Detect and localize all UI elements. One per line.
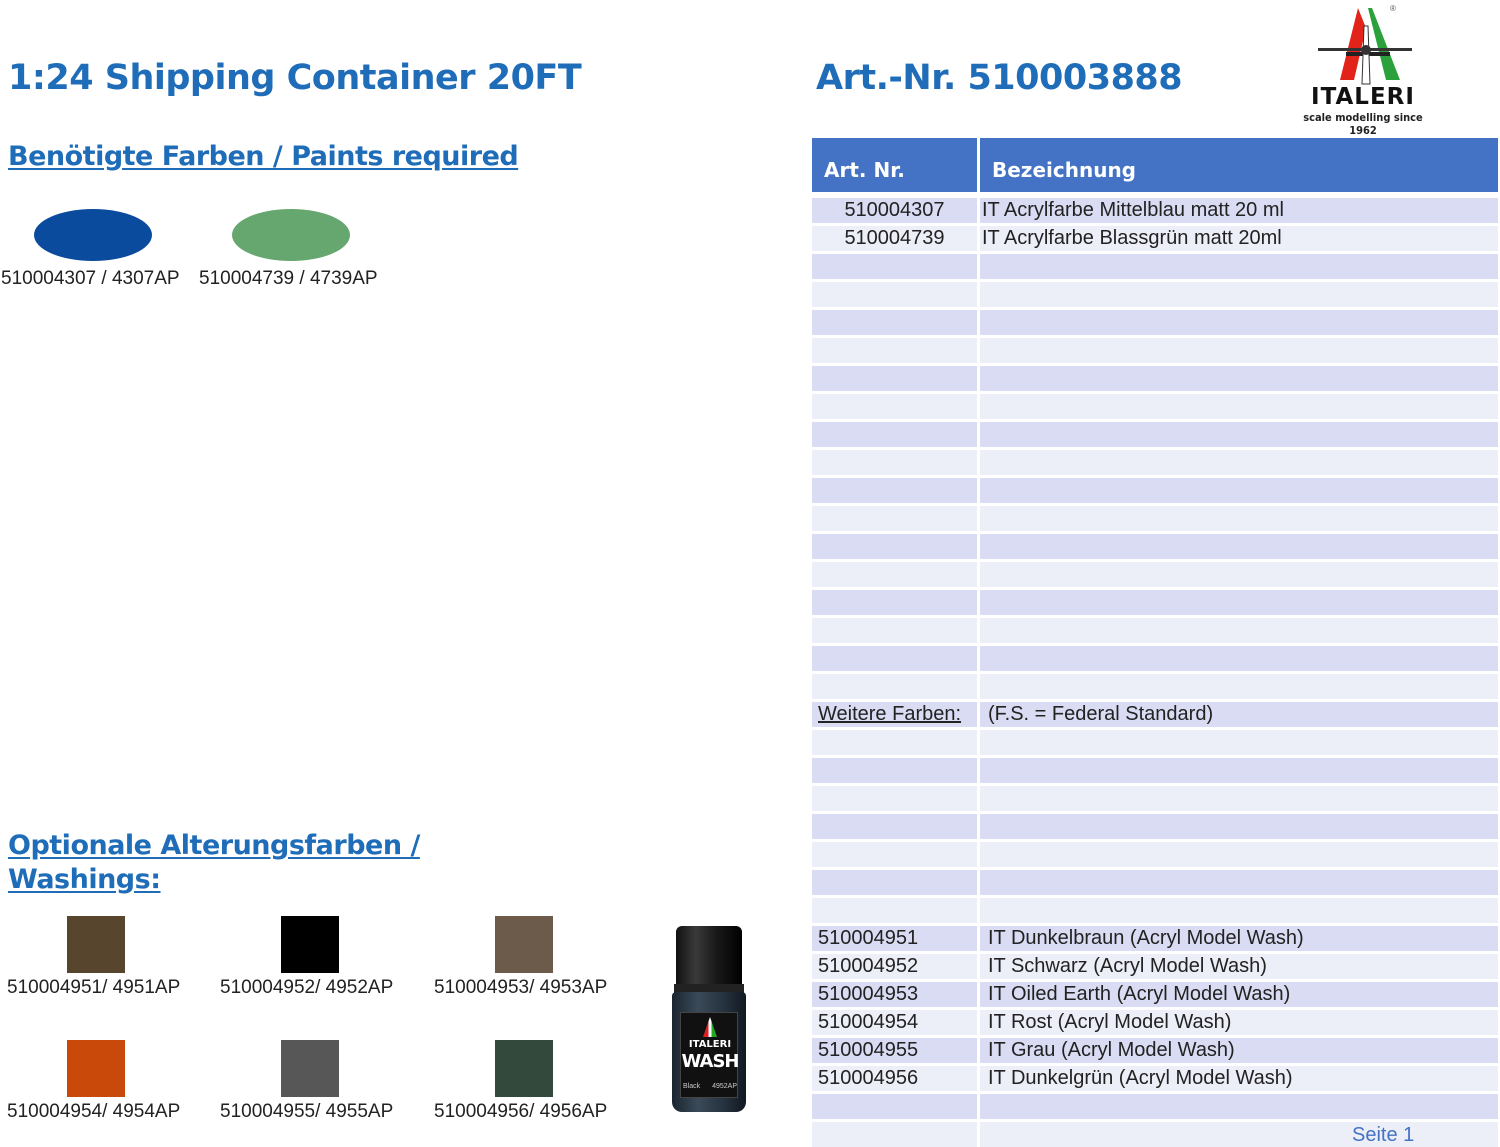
- cell-art-nr: [812, 562, 977, 587]
- washings-heading-line2: Washings:: [8, 864, 161, 895]
- cell-bezeichnung: [980, 674, 1498, 699]
- cell-bezeichnung: [980, 366, 1498, 391]
- cell-art-nr: 510004953: [812, 982, 977, 1007]
- cell-bezeichnung: IT Acrylfarbe Blassgrün matt 20ml: [980, 226, 1498, 251]
- paint-swatch-blassgruen: [232, 209, 350, 261]
- table-row: [812, 534, 1498, 559]
- bottle-body: [672, 992, 746, 1112]
- cell-art-nr: 510004954: [812, 1010, 977, 1035]
- table-row: [812, 1066, 1498, 1091]
- cell-bezeichnung: [980, 254, 1498, 279]
- paints-heading: Benötigte Farben / Paints required: [8, 141, 519, 172]
- cell-bezeichnung: [980, 562, 1498, 587]
- italeri-logo: [1288, 4, 1438, 137]
- table-row: [812, 982, 1498, 1007]
- cell-art-nr: [812, 646, 977, 671]
- table-row: [812, 646, 1498, 671]
- table-row: [812, 674, 1498, 699]
- col-header-bezeichnung: Bezeichnung: [980, 138, 1498, 192]
- table-row: [812, 422, 1498, 447]
- wash-label-4951: 510004951/ 4951AP: [7, 977, 181, 998]
- italeri-emblem-icon: [1288, 4, 1438, 88]
- bottle-label: [680, 1012, 738, 1098]
- paint-label-2: 510004739 / 4739AP: [199, 268, 378, 289]
- table-row: [812, 226, 1498, 251]
- table-row: [812, 338, 1498, 363]
- logo-brand-text: ITALERI: [1311, 84, 1415, 110]
- logo-tagline: scale modelling since 1962: [1303, 111, 1423, 137]
- cell-art-nr: 510004951: [812, 926, 977, 951]
- table-row: [812, 1038, 1498, 1063]
- col-header-art-nr: Art. Nr.: [812, 138, 977, 192]
- cell-bezeichnung: [980, 422, 1498, 447]
- table-row: [812, 506, 1498, 531]
- bottle-cap: [676, 926, 742, 988]
- table-row: [812, 282, 1498, 307]
- cell-art-nr: [812, 618, 977, 643]
- cell-art-nr: [812, 366, 977, 391]
- table-row: [812, 618, 1498, 643]
- table-row: [812, 590, 1498, 615]
- cell-bezeichnung: [980, 590, 1498, 615]
- table-row: [812, 254, 1498, 279]
- article-number: Art.-Nr. 510003888: [816, 58, 1183, 98]
- cell-bezeichnung: [980, 394, 1498, 419]
- cell-art-nr: 510004952: [812, 954, 977, 979]
- table-row: [812, 954, 1498, 979]
- cell-art-nr: [812, 870, 977, 895]
- wash-swatch-rost: [67, 1040, 125, 1097]
- paint-swatch-mittelblau: [34, 209, 152, 261]
- cell-art-nr: [812, 450, 977, 475]
- cell-bezeichnung: IT Oiled Earth (Acryl Model Wash): [980, 982, 1498, 1007]
- registered-mark: ®: [1390, 4, 1396, 13]
- table-row: [812, 1094, 1498, 1119]
- wash-label-4955: 510004955/ 4955AP: [220, 1101, 394, 1122]
- table-row: [812, 562, 1498, 587]
- cell-bezeichnung: IT Dunkelgrün (Acryl Model Wash): [980, 1066, 1498, 1091]
- cell-art-nr: [812, 254, 977, 279]
- cell-bezeichnung: IT Dunkelbraun (Acryl Model Wash): [980, 926, 1498, 951]
- cell-art-nr: [812, 282, 977, 307]
- cell-bezeichnung: [980, 338, 1498, 363]
- cell-art-nr: 510004739: [812, 226, 977, 251]
- cell-art-nr: [812, 478, 977, 503]
- cell-art-nr: [812, 394, 977, 419]
- cell-art-nr: [812, 422, 977, 447]
- cell-bezeichnung: (F.S. = Federal Standard): [980, 702, 1498, 727]
- table-row: [812, 366, 1498, 391]
- bottle-code: 4952AP: [712, 1083, 737, 1090]
- cell-art-nr: [812, 674, 977, 699]
- table-row: [812, 478, 1498, 503]
- cell-art-nr: [812, 814, 977, 839]
- table-row: [812, 394, 1498, 419]
- cell-art-nr: [812, 842, 977, 867]
- cell-art-nr: [812, 310, 977, 335]
- cell-bezeichnung: IT Schwarz (Acryl Model Wash): [980, 954, 1498, 979]
- wash-swatch-grau: [281, 1040, 339, 1097]
- cell-bezeichnung: [980, 1094, 1498, 1119]
- washings-heading: [8, 829, 428, 897]
- cell-art-nr: 510004307: [812, 198, 977, 223]
- cell-bezeichnung: [980, 786, 1498, 811]
- wash-label-4954: 510004954/ 4954AP: [7, 1101, 181, 1122]
- table-row: [812, 1010, 1498, 1035]
- table-row: [812, 730, 1498, 755]
- washings-heading-line1: Optionale Alterungsfarben /: [8, 830, 420, 861]
- table-row: [812, 870, 1498, 895]
- cell-art-nr: [812, 338, 977, 363]
- cell-art-nr: [812, 786, 977, 811]
- cell-bezeichnung: [980, 450, 1498, 475]
- paint-label-1: 510004307 / 4307AP: [1, 268, 180, 289]
- cell-art-nr: Weitere Farben:: [812, 702, 977, 727]
- table-row: [812, 702, 1498, 727]
- cell-bezeichnung: [980, 618, 1498, 643]
- cell-bezeichnung: [980, 842, 1498, 867]
- table-row: [812, 450, 1498, 475]
- table-row: [812, 786, 1498, 811]
- cell-art-nr: 510004955: [812, 1038, 977, 1063]
- wash-bottle-image: [672, 926, 746, 1112]
- cell-art-nr: [812, 898, 977, 923]
- bottle-color-name: Black: [683, 1083, 701, 1090]
- cell-art-nr: [812, 534, 977, 559]
- cell-bezeichnung: [980, 1122, 1498, 1147]
- cell-art-nr: [812, 590, 977, 615]
- table-row: [812, 898, 1498, 923]
- wash-swatch-dunkelgruen: [495, 1040, 553, 1097]
- cell-art-nr: [812, 506, 977, 531]
- table-row: [812, 926, 1498, 951]
- cell-art-nr: [812, 1122, 977, 1147]
- table-row: [812, 310, 1498, 335]
- table-row: [812, 842, 1498, 867]
- cell-bezeichnung: IT Rost (Acryl Model Wash): [980, 1010, 1498, 1035]
- cell-bezeichnung: [980, 282, 1498, 307]
- table-row: [812, 814, 1498, 839]
- cell-bezeichnung: [980, 898, 1498, 923]
- cell-art-nr: [812, 758, 977, 783]
- cell-bezeichnung: IT Acrylfarbe Mittelblau matt 20 ml: [980, 198, 1498, 223]
- cell-bezeichnung: IT Grau (Acryl Model Wash): [980, 1038, 1498, 1063]
- cell-art-nr: [812, 1094, 977, 1119]
- page-number: Seite 1: [1352, 1124, 1415, 1146]
- table-row: [812, 198, 1498, 223]
- cell-bezeichnung: [980, 730, 1498, 755]
- cell-art-nr: [812, 730, 977, 755]
- wash-label-4953: 510004953/ 4953AP: [434, 977, 608, 998]
- cell-bezeichnung: [980, 478, 1498, 503]
- bottle-brand: ITALERI: [688, 1039, 732, 1050]
- table-row: [812, 758, 1498, 783]
- cell-bezeichnung: [980, 310, 1498, 335]
- cell-bezeichnung: [980, 646, 1498, 671]
- cell-bezeichnung: [980, 758, 1498, 783]
- wash-label-4956: 510004956/ 4956AP: [434, 1101, 608, 1122]
- wash-swatch-schwarz: [281, 916, 339, 973]
- cell-bezeichnung: [980, 506, 1498, 531]
- wash-label-4952: 510004952/ 4952AP: [220, 977, 394, 998]
- cell-bezeichnung: [980, 870, 1498, 895]
- wash-swatch-dunkelbraun: [67, 916, 125, 973]
- bottle-product: WASH: [681, 1051, 739, 1072]
- page-title: 1:24 Shipping Container 20FT: [8, 58, 582, 98]
- cell-bezeichnung: [980, 534, 1498, 559]
- cell-bezeichnung: [980, 814, 1498, 839]
- cell-art-nr: 510004956: [812, 1066, 977, 1091]
- wash-swatch-oiled-earth: [495, 916, 553, 973]
- bottle-subline: [683, 1083, 737, 1090]
- bottle-logo-icon: [703, 1017, 717, 1037]
- table-header: [812, 138, 1498, 192]
